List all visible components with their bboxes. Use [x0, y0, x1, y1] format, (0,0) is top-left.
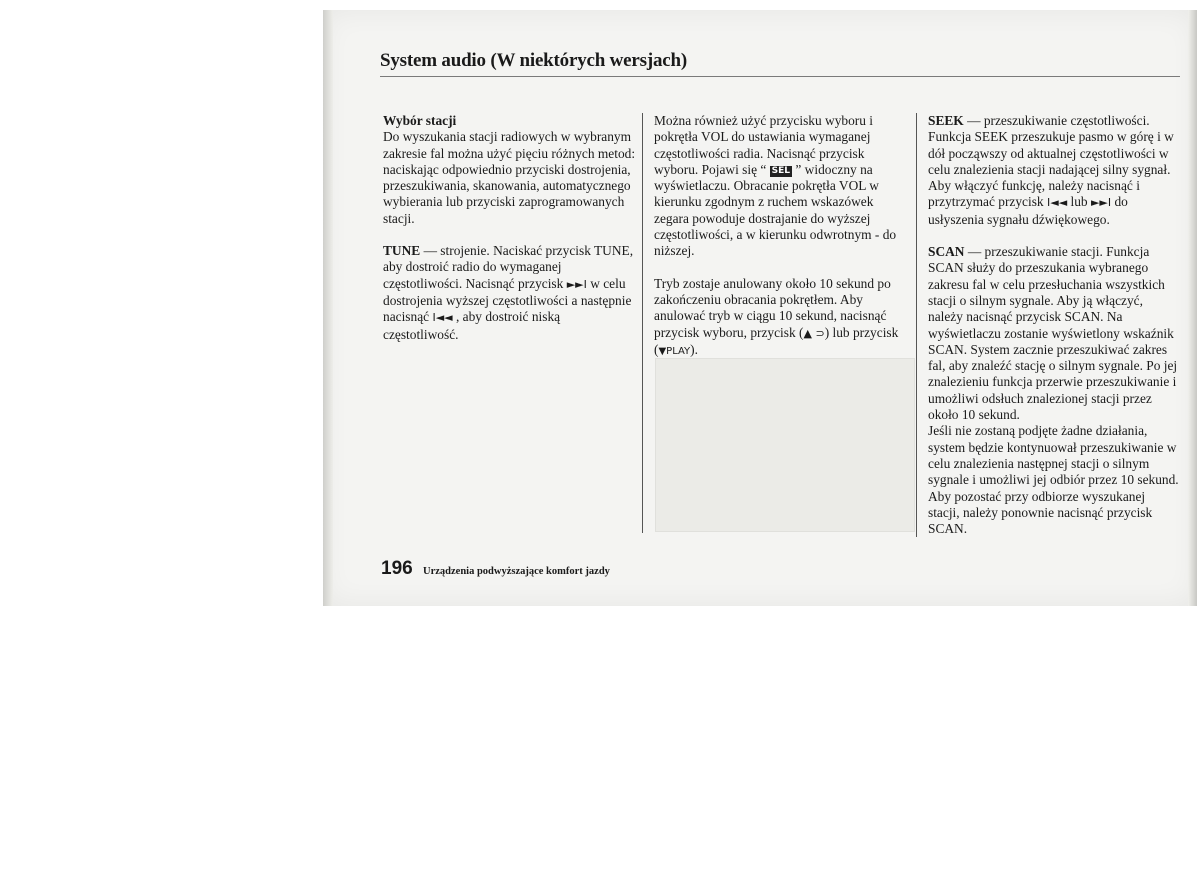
page-title: System audio (W niektórych wersjach) — [380, 50, 687, 71]
cancel-paragraph: Tryb zostaje anulowany około 10 sekund po zakończeniu obracania pokrętłem. Aby anulować tryb w ciągu 10 sekund, nacisnąć przycisk wyboru, przycisk (▲ ⊃) lub przycisk (▼PLAY). — [654, 275, 899, 357]
tune-paragraph: TUNE — strojenie. Naciskać przycisk TUNE, aby dostroić radio do wymaganej częstotliwości. Nacisnąć przycisk ►►I w celu dostrojenia wyższej częstotliwości a następnie nacisnąć I◄◄ , aby dostroić niską częstotliwość. — [383, 243, 634, 342]
scan-paragraph-continued: Jeśli nie zostaną podjęte żadne działania, system będzie kontynuował przeszukiwanie w celu znalezienia następnej stacji o silnym sygnale i umożliwi jej odbiór przez 10 sekund. Aby pozostać przy odbiorze wyszukanej stacji, należy ponownie nacisnąć przycisk SCAN. — [928, 423, 1179, 537]
column-divider — [642, 113, 643, 533]
scan-label: SCAN — [928, 244, 965, 260]
play-icon: ▼PLAY — [658, 345, 691, 357]
previous-track-icon: I◄◄ — [1046, 196, 1068, 210]
page-left-edge — [323, 10, 333, 606]
section-heading: Wybór stacji — [383, 113, 457, 128]
column-1 — [383, 113, 638, 343]
title-rule — [380, 76, 1180, 77]
scan-paragraph: SCAN — przeszukiwanie stacji. Funkcja SCAN służy do przeszukania wybranego zakresu fal w celu przesłuchania wszystkich stacji o silnym sygnale. Aby ją włączyć, należy nacisnąć przycisk SCAN. Na wyświetlaczu zostanie wyświetlony wskaźnik SCAN. System zacznie przeszukiwać zakres fal, aby znaleźć stację o silnym sygnale. Po jej znalezieniu funkcja przerwie przeszukiwanie i umożliwi odsłuch znalezionej stacji przez około 10 sekund. — [928, 244, 1178, 423]
seek-paragraph: SEEK — przeszukiwanie częstotliwości. Funkcja SEEK przeszukuje pasmo w górę i w dół począwszy od aktualnej częstotliwości w celu znalezienia stacji nadającej silny sygnał. Aby włączyć funkcję, należy nacisnąć i przytrzymać przycisk I◄◄ lub ►►I do usłyszenia sygnału dźwiękowego. — [928, 113, 1174, 227]
previous-track-icon: I◄◄ — [432, 311, 453, 325]
intro-paragraph: Do wyszukania stacji radiowych w wybranym zakresie fal można użyć pięciu różnych metod: naciskając odpowiednio przyciski dostrojenia, przeszukiwania, skanowania, automatycznego wybierania lub przyciski zaprogramowanych stacji. — [383, 129, 636, 226]
page-number: 196 — [381, 558, 413, 579]
bleed-through-illustration — [655, 358, 915, 532]
tune-label: TUNE — [383, 243, 421, 259]
eject-icon: ▲ ⊃ — [803, 326, 825, 340]
page-right-edge — [1188, 10, 1197, 606]
sel-indicator-icon: SEL — [771, 165, 791, 176]
column-3 — [928, 113, 1180, 537]
footer-section-title: Urządzenia podwyższające komfort jazdy — [423, 566, 610, 577]
vol-paragraph: Można również użyć przycisku wyboru i pokrętła VOL do ustawiania wymaganej częstotliwości radia. Nacisnąć przycisk wyboru. Pojawi się “ SEL ” widoczny na wyświetlaczu. Obracanie pokrętła VOL w kierunku zgodnym z ruchem wskazówek zegara powoduje dostrajanie do wyższej częstotliwości, a w kierunku odwrotnym - do niższej. — [654, 113, 897, 259]
seek-label: SEEK — [928, 113, 964, 128]
column-divider — [916, 113, 917, 537]
column-2 — [654, 113, 909, 360]
next-track-icon: ►►I — [1090, 196, 1112, 210]
next-track-icon: ►►I — [566, 277, 587, 291]
